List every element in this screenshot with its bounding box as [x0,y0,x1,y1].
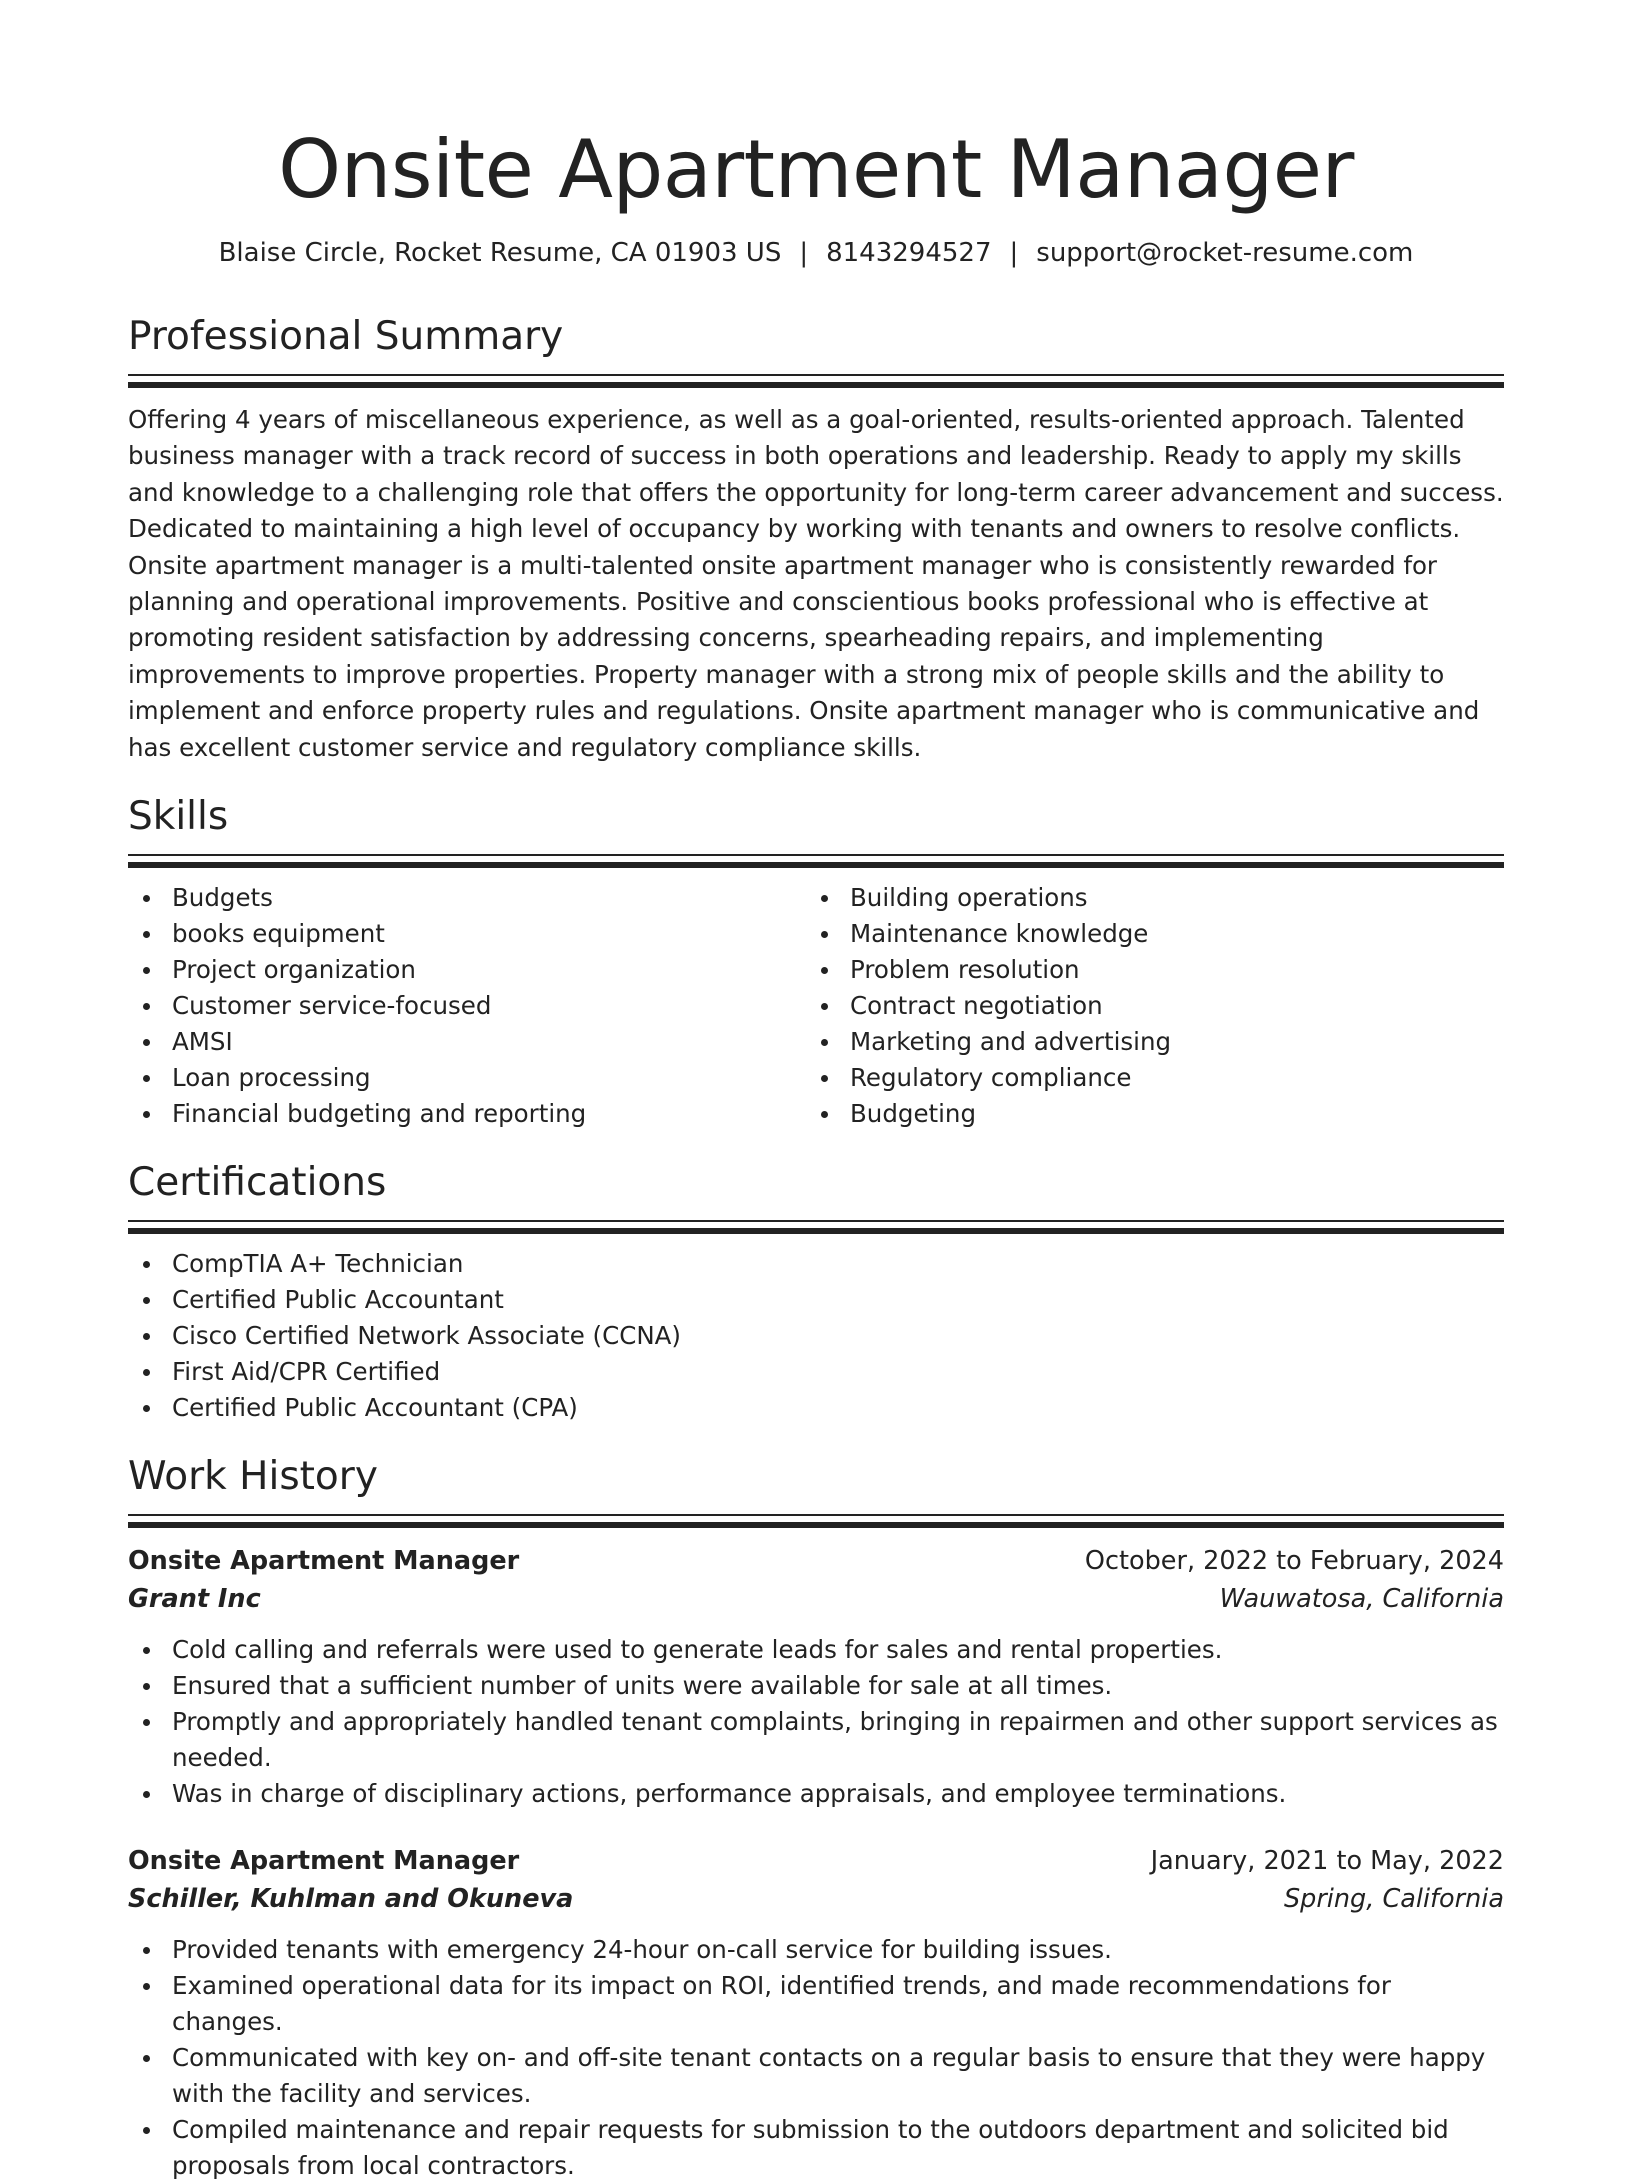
job-duty-item: Cold calling and referrals were used to generate leads for sales and rental properties. [128,1632,1504,1668]
section-heading-skills: Skills [128,794,229,840]
job-header-row [128,1842,1504,1880]
certification-item: CompTIA A+ Technician [128,1246,1504,1282]
job-duty-item: Promptly and appropriately handled tenant complaints, bringing in repairmen and other support services as needed. [128,1704,1504,1776]
job-duties-list [128,1632,1504,1812]
certification-item: First Aid/CPR Certified [128,1354,1504,1390]
contact-separator: | [799,238,809,268]
job-duty-item: Was in charge of disciplinary actions, performance appraisals, and employee terminations. [128,1776,1504,1812]
skill-item: Financial budgeting and reporting [128,1096,806,1132]
skills-list-right [806,880,1484,1132]
skill-item: Contract negotiation [806,988,1484,1024]
section-heading-work-history: Work History [128,1454,378,1500]
skill-item: Regulatory compliance [806,1060,1484,1096]
certifications-list [128,1246,1504,1426]
page-title: Onsite Apartment Manager [278,123,1354,216]
summary-section [128,312,1504,766]
skill-item: Customer service-focused [128,988,806,1024]
contact-address: Blaise Circle, Rocket Resume, CA 01903 US [218,238,782,268]
skill-item: Project organization [128,952,806,988]
work-history-section [128,1452,1504,2184]
skill-item: Marketing and advertising [806,1024,1484,1060]
job-dates: January, 2021 to May, 2022 [1150,1846,1504,1877]
contact-line [128,236,1504,270]
section-heading-certifications: Certifications [128,1160,387,1206]
skills-grid [128,880,1504,1132]
job-company-row [128,1580,1504,1618]
job-dates: October, 2022 to February, 2024 [1084,1546,1504,1577]
job-entry [128,1842,1504,2184]
job-location: Spring, California [1283,1884,1504,1915]
job-duty-item: Compiled maintenance and repair requests for submission to the outdoors department and solicited bid proposals from local contractors. [128,2112,1504,2184]
section-divider [128,1514,1504,1528]
job-company: Schiller, Kuhlman and Okuneva [128,1884,574,1915]
skills-section [128,792,1504,1132]
skill-item: Maintenance knowledge [806,916,1484,952]
skill-item: Problem resolution [806,952,1484,988]
contact-separator: | [1009,238,1019,268]
job-duty-item: Provided tenants with emergency 24-hour on-call service for building issues. [128,1932,1504,1968]
job-title: Onsite Apartment Manager [128,1546,520,1577]
skill-item: books equipment [128,916,806,952]
skill-item: Loan processing [128,1060,806,1096]
job-location: Wauwatosa, California [1219,1584,1504,1615]
skill-item: Budgeting [806,1096,1484,1132]
section-divider [128,1220,1504,1234]
section-divider [128,854,1504,868]
skills-list-left [128,880,806,1132]
skill-item: Budgets [128,880,806,916]
job-entry [128,1542,1504,1812]
contact-email: support@rocket-resume.com [1036,238,1414,268]
job-duty-item: Ensured that a sufficient number of units were available for sale at all times. [128,1668,1504,1704]
certification-item: Certified Public Accountant [128,1282,1504,1318]
job-company-row [128,1880,1504,1918]
skill-item: Building operations [806,880,1484,916]
job-duty-item: Communicated with key on- and off-site tenant contacts on a regular basis to ensure that they were happy with the facility and services. [128,2040,1504,2112]
job-duties-list [128,1932,1504,2184]
skill-item: AMSI [128,1024,806,1060]
contact-phone: 8143294527 [826,238,992,268]
job-duty-item: Examined operational data for its impact on ROI, identified trends, and made recommendations for changes. [128,1968,1504,2040]
section-divider [128,374,1504,388]
summary-text: Offering 4 years of miscellaneous experience, as well as a goal-oriented, results-oriented approach. Talented business manager with a track record of success in both operations and leadership. Ready to apply my skills and knowledge to a challenging role that offers the opportunity for long-term career advancement and success. Dedicated to maintaining a high level of occupancy by working with tenants and owners to resolve conflicts. Onsite apartment manager is a multi-talented onsite apartment manager who is consistently rewarded for planning and operational improvements. Positive and conscientious books professional who is effective at promoting resident satisfaction by addressing concerns, spearheading repairs, and implementing improvements to improve properties. Property manager with a strong mix of people skills and the ability to implement and enforce property rules and regulations. Onsite apartment manager who is communicative and has excellent customer service and regulatory compliance skills. [128,405,1504,762]
resume-page [128,0,1504,2184]
job-title: Onsite Apartment Manager [128,1846,520,1877]
certification-item: Certified Public Accountant (CPA) [128,1390,1504,1426]
job-company: Grant Inc [128,1584,261,1615]
job-header-row [128,1542,1504,1580]
section-heading-summary: Professional Summary [128,314,564,359]
certification-item: Cisco Certified Network Associate (CCNA) [128,1318,1504,1354]
certifications-section [128,1158,1504,1426]
